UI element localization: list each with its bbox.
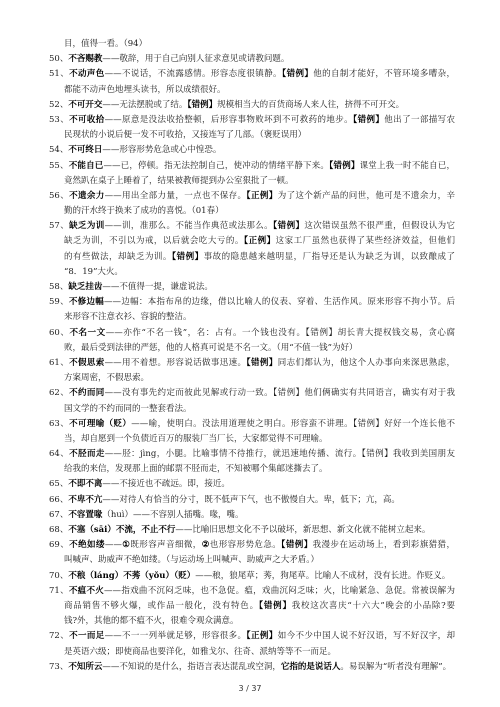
- entry-line: [49, 402, 455, 417]
- entry-number: 59、: [49, 297, 69, 308]
- example-label: 【错例】: [258, 600, 292, 611]
- entry-line: [49, 113, 455, 128]
- entry-term: 不一而足: [69, 631, 105, 642]
- entry-text: ——: [104, 540, 122, 551]
- entry-term: 不即不离: [68, 479, 103, 490]
- entry-line: [49, 143, 455, 158]
- entry-line: [49, 174, 455, 189]
- entry-line: [49, 250, 455, 265]
- entry-number: 52、: [49, 99, 69, 110]
- entry-70: [49, 569, 455, 584]
- entry-52: [49, 98, 455, 113]
- entry-number: 57、: [49, 221, 70, 232]
- entry-text: ——不值得一提，谦虚说法。: [102, 282, 213, 292]
- entry-text: 败，最后受到法律的严惩，他的人格真可说是不名一文。（用“不值一钱”为好）: [64, 342, 358, 353]
- bold-text: ②: [201, 540, 210, 551]
- entry-text: ——已，停顿。指无法控制自己，使冲动的情绪平静下来。: [103, 160, 330, 171]
- entry-number: 58、: [49, 282, 69, 292]
- entry-term: 不瘟不火: [68, 585, 105, 596]
- entry-text: ——没有事先约定而彼此见解或行动一致。【错例】他们俩确实有共同语言，确实有对于我: [104, 388, 455, 399]
- entry-term: 缺乏为训: [69, 221, 105, 232]
- entry-text: 来形容不注意衣衫、容貌的整洁。: [64, 312, 192, 323]
- entry-64: [49, 447, 455, 477]
- example-label: 【错例】: [329, 160, 360, 171]
- entry-line: [49, 326, 455, 341]
- entry-term: 不吝赐教: [68, 54, 103, 65]
- entry-text: 我漫步在运动场上，看到彩旗猎猎，: [312, 540, 455, 551]
- entry-text: 缺乏为训，不引以为戒，以后就会吃大亏的。: [64, 236, 244, 247]
- entry-line: [49, 599, 455, 614]
- entry-line: [49, 310, 455, 325]
- bold-text: 它指的是说话人: [280, 661, 341, 672]
- entry-line: [49, 508, 455, 523]
- entry-line: [49, 371, 455, 386]
- entry-line: [49, 645, 455, 660]
- entry-text: ——喻，使明白。没法用道理使之明白。形容蛮不讲理。【错例】好好一个连长他不: [131, 418, 455, 429]
- entry-text: 这次错误虽然不很严重，但假设认为它: [304, 221, 455, 232]
- entry-66: [49, 493, 455, 508]
- entry-line: [49, 614, 455, 629]
- entry-text: 给我的来信，发现那上面的邮票不胫而走，不知被哪个集邮迷撕去了。: [64, 464, 328, 475]
- entry-text: 的有些做法，却缺乏为训。: [64, 251, 172, 262]
- entry-term: 不塞（sāi）不流，不止不行: [68, 525, 176, 535]
- entry-62: [49, 386, 455, 416]
- entry-number: 60、: [49, 327, 70, 338]
- entry-text: 竟然趴在桌子上睡着了，结果被教师提到办公室狠批了一顿。: [64, 175, 294, 186]
- entry-number: 51、: [49, 69, 70, 80]
- entry-line: [49, 417, 455, 432]
- entry-number: 73、: [49, 661, 69, 672]
- entry-text: 民现状的小说后便一发不可收拾，又接连写了几部。（褒贬误用）: [64, 130, 307, 141]
- example-label: 【正例】: [243, 236, 276, 247]
- entry-line: [49, 523, 455, 538]
- example-label: 【正例】: [246, 631, 278, 642]
- entry-73: [49, 660, 455, 675]
- entry-text: 也形容形势危急。: [209, 540, 282, 551]
- entry-57: [49, 219, 455, 280]
- entry-text: ——比喻旧思想文化不予以破坏，新思想、新文化就不能树立起来。: [175, 525, 431, 535]
- entry-number: 61、: [49, 357, 70, 368]
- entry-55: [49, 159, 455, 189]
- entry-term: 不假思索: [69, 357, 105, 368]
- entry-line: [49, 477, 455, 492]
- example-label: 【错例】: [171, 251, 204, 262]
- entry-53: [49, 113, 455, 143]
- entry-line: [49, 295, 455, 310]
- entry-term: 不可收拾: [69, 114, 105, 125]
- entry-text: 如今不少中国人说不好汉语，写不好汉字，却: [277, 631, 455, 642]
- entry-number: 63、: [49, 418, 70, 429]
- entry-number: 71、: [49, 585, 69, 596]
- entry-number: 55、: [49, 160, 69, 171]
- entry-text: “8．19”大火。: [64, 266, 123, 277]
- entry-text: 商品销售不够火爆，或作品一般化，没有特色。: [64, 600, 259, 611]
- entry-50: [49, 52, 455, 67]
- document-body: [49, 37, 455, 675]
- entry-term: 不动声色: [69, 69, 105, 80]
- entry-line: [49, 538, 455, 553]
- example-label: 【错例】: [281, 540, 313, 551]
- entry-text: 叫喊声、助威声不绝如缕。（与运动场上叫喊声、助威声之大矛盾。）: [64, 555, 320, 566]
- entry-54: [49, 143, 455, 158]
- entry-term: 不稂（láng）不莠（yǒu）（贬）: [68, 570, 196, 581]
- entry-text: ——不知说的是什么，指语言表达混乱或空洞，: [102, 661, 281, 672]
- entry-text: 他出了一部描写农: [384, 114, 455, 125]
- entry-text: ——用出全部力量，一点也不保存。: [104, 190, 247, 201]
- entry-term: 不绝如缕: [69, 540, 105, 551]
- entry-number: 69、: [49, 540, 70, 551]
- entry-number: 64、: [49, 449, 70, 460]
- entry-number: 68、: [49, 525, 69, 535]
- entry-text: 课堂上我一时不能自已，: [359, 160, 455, 171]
- entry-line: [49, 128, 455, 143]
- entry-term: 不名一文: [69, 327, 106, 338]
- entry-line: [49, 189, 455, 204]
- entry-text: ——亦作“不名一钱”，名：占有。一个钱也没有。【错例】胡长青大提权钱交易，贪心腐: [105, 327, 455, 338]
- entry-line: [49, 660, 455, 675]
- entry-text: ——用不着想。形容说话做事迅速。: [104, 357, 247, 368]
- entry-line: [49, 569, 455, 584]
- entry-68: [49, 523, 455, 538]
- entry-67: [49, 508, 455, 523]
- entry-line: [49, 52, 455, 67]
- example-label: 【错例】: [246, 357, 278, 368]
- entry-text: 规模相当大的百货商场人来人往，挤得不可开交。: [217, 99, 405, 110]
- entry-line: [49, 280, 455, 295]
- example-label: 【错例】: [353, 114, 385, 125]
- entry-line: [49, 462, 455, 477]
- entry-number: 53、: [49, 114, 70, 125]
- entry-term: 缺乏挂齿: [68, 282, 103, 292]
- entry-text: 都能不动声色地埋头读书，所以成绩很好。: [64, 84, 226, 95]
- entry-text: 方案周密，不假思索。: [64, 373, 150, 384]
- entry-60: [49, 326, 455, 356]
- entry-text: 为了这个新产品的问世，他可是不遗余力，辛: [277, 190, 455, 201]
- entry-text: ——对待人有恰当的分寸，既不低声下气，也不傲慢自大。卑，低下；亢，高。: [102, 494, 400, 505]
- example-label: 【正例】: [246, 190, 278, 201]
- entry-term: 不能自已: [68, 160, 104, 171]
- entry-line: [49, 341, 455, 356]
- entry-text: 目，值得一看。（94）: [64, 39, 148, 49]
- entry-number: 56、: [49, 190, 70, 201]
- entry-term: 不修边幅: [68, 297, 105, 308]
- entry-text: 。易误解为“听者没有理解”。: [340, 661, 452, 672]
- entry-number: 70、: [49, 570, 69, 581]
- bold-text: ①: [121, 540, 131, 551]
- entry-text: 他的自制才能好，不管环境多嘈杂，: [313, 69, 455, 80]
- entry-line: [49, 447, 455, 462]
- entry-line: [49, 432, 455, 447]
- entry-line: [49, 265, 455, 280]
- entry-text: ——无法摆脱或了结。: [102, 99, 188, 110]
- entry-text: ——边幅：本指布帛的边缘，借以比喻人的仪表、穿着、生活作风。原来形容不拘小节。后: [104, 297, 455, 308]
- entry-72: [49, 629, 455, 659]
- entry-line: [49, 67, 455, 82]
- entry-text: ——稂，狼尾草；莠，狗尾草。比喻人不成材，没有长进。作贬义。: [195, 570, 451, 581]
- entry-text: 是英语六级；即使商品也要洋化，如雅戈尔、往奇、派纳等等不一而足。: [64, 646, 337, 657]
- entry-58: [49, 280, 455, 295]
- entry-line: [49, 234, 455, 249]
- entry-text: ——原意是没法收拾整顿，后形容事物败坏到不可救药的地步。: [104, 114, 353, 125]
- entry-line: [49, 493, 455, 508]
- entry-number: 50、: [49, 54, 69, 65]
- entry-text: 勤的汗水终于换来了成功的喜悦。（01春）: [64, 206, 224, 217]
- entry-term: 不可理喻（贬）: [69, 418, 132, 429]
- entry-number: 62、: [49, 388, 70, 399]
- entry-text: ——不一一列举就足够，形容很多。: [104, 631, 247, 642]
- entry-text: 钱?外，其他的都不瘟不火，很难令观众满意。: [64, 616, 239, 627]
- entry-term: 不可开交: [68, 99, 103, 110]
- entry-text: ——胫：jìng，小腿。比喻事情不待推行，就迅速地传播、流行。【错例】我收到美国朋友: [104, 449, 455, 460]
- entry-term: 不约而同: [69, 388, 105, 399]
- entry-text: 事故的隐患越来越明显，厂指导还是认为缺乏为训，以致酿成了: [203, 251, 455, 262]
- entry-text: （huì）——不容别人插嘴。喙，嘴。: [102, 509, 244, 520]
- entry-line: [49, 98, 455, 113]
- entry-59: [49, 295, 455, 325]
- entry-term: 不容置喙: [68, 509, 103, 520]
- entry-number: 72、: [49, 631, 70, 642]
- entry-text: 国文学的不约而同的一整套看法。: [64, 403, 192, 414]
- entry-line: [49, 356, 455, 371]
- entry-56: [49, 189, 455, 219]
- entry-term: 不卑不亢: [68, 494, 103, 505]
- entry-term: 不知所云: [68, 661, 103, 672]
- entry-63: [49, 417, 455, 447]
- entry-number: 67、: [49, 509, 69, 520]
- entry-term: 不遗余力: [69, 190, 105, 201]
- page-number: 3 / 37: [238, 684, 262, 693]
- entry-text: ——形容形势危急或心中惶恐。: [102, 145, 222, 156]
- entry-69: [49, 538, 455, 568]
- entry-line: [49, 386, 455, 401]
- entry-line: [49, 584, 455, 599]
- entry-65: [49, 477, 455, 492]
- entry-text: ——不说话，不流露感情。形容态度很镇静。: [104, 69, 282, 80]
- entry-text: ——不接近也不疏远。即，接近。: [102, 479, 230, 490]
- entry-line: [49, 37, 455, 52]
- entry-text: ——训，准那么。不能当作典范或法那么。: [104, 221, 274, 232]
- entry-line: [49, 159, 455, 174]
- entry-line: [49, 83, 455, 98]
- entry-line: [49, 629, 455, 644]
- entry-61: [49, 356, 455, 386]
- entry-term: 不胫而走: [69, 449, 105, 460]
- entry-number: 54、: [49, 145, 69, 156]
- entry-number: 65、: [49, 479, 69, 490]
- entry-text: ——指戏曲不沉闷乏味，也不急促。瘟，戏曲沉闷乏味；火，比喻紧急、急促。常被误解为: [104, 585, 455, 596]
- entry-text: 当，却自愿到一个负债近百万的服装厂当厂长，大家都觉得不可理喻。: [64, 433, 328, 444]
- entry-71: [49, 584, 455, 630]
- entry-line: [49, 553, 455, 568]
- entry-text: ——敬辞，用于自己向别人征求意见或请教问题。: [102, 54, 290, 65]
- example-label: 【错例】: [187, 99, 218, 110]
- entry-text: 我校这次喜庆“十六大”晚会的小品除?要: [291, 600, 455, 611]
- entry-number: 66、: [49, 494, 69, 505]
- entry-text: 既形容声音细微，: [130, 540, 202, 551]
- entry-text: 这家工厂虽然也获得了某些经济效益，但他们: [275, 236, 455, 247]
- entry-text: 同志们都认为，他这个人办事向来深思熟虑，: [277, 357, 455, 368]
- example-label: 【错例】: [273, 221, 305, 232]
- entry-line: [49, 204, 455, 219]
- entry-term: 不可终日: [68, 145, 103, 156]
- entry-51: [49, 67, 455, 97]
- entry-continued: [49, 37, 455, 52]
- entry-line: [49, 219, 455, 234]
- example-label: 【错例】: [281, 69, 314, 80]
